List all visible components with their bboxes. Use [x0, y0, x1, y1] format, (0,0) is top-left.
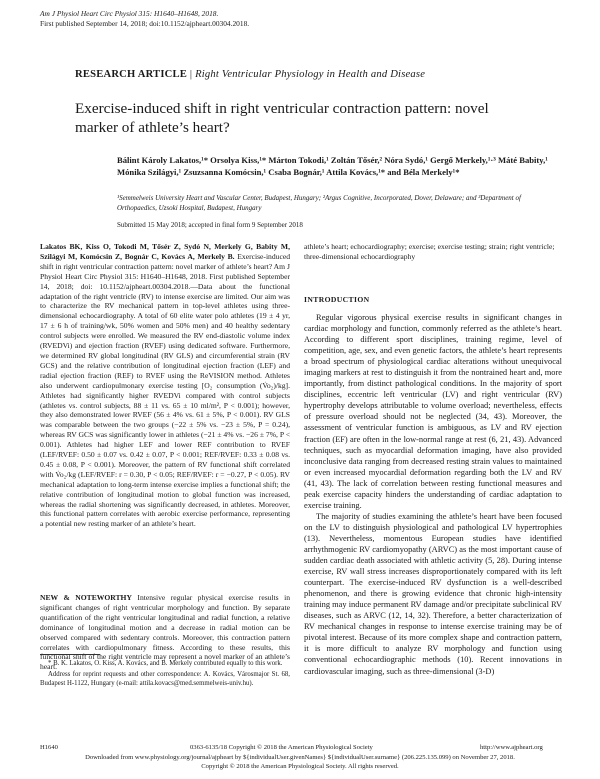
footnote-equal-contribution: * B. K. Lakatos, O. Kiss, A. Kovács, and B. Merkely contributed equally to this work.: [48, 660, 283, 667]
new-noteworthy-text: Intensive regular physical exercise results in significant changes of right ventricular morphology and function. By separate quantification of the right ventricular longitudinal and radial function, a relative dominance of longitudinal motion and a decrease in radial motion can be observed compared with sedentary controls. Moreover, this contraction pattern correlates with cardiopulmonary fitness. According to these results, this functional shift of the right ventricle may represent a novel marker of an athlete’s heart.: [40, 593, 290, 672]
article-title: Exercise-induced shift in right ventricular contraction pattern: novel marker of athlete’s heart?: [75, 100, 489, 136]
introduction-body: [304, 312, 562, 677]
introduction-heading: INTRODUCTION: [304, 295, 370, 304]
article-type: RESEARCH ARTICLE: [75, 69, 188, 80]
abstract-lead: Lakatos BK, Kiss O, Tokodi M, Tősér Z, Sydó N, Merkely G, Babity M, Szilágyi M, Komócsin Z, Bognár C, Kovács A, Merkely B.: [40, 242, 290, 261]
journal-citation: Am J Physiol Heart Circ Physiol 315: H1640–H1648, 2018.: [40, 9, 219, 18]
abstract-text: Exercise-induced shift in right ventricular contraction pattern: novel marker of athlete’s heart? Am J Physiol Heart Circ Physiol 315: H1640–H1648, 2018. First published September 14, 2018; doi: 10.1152/ajpheart.00304.2018.—Data about the functional adaptation of the right ventricle (RV) to intense exercise are limited. Our aim was to characterize the RV mechanical pattern in top-level athletes using three-dimensional echocardiography. A total of 60 elite water polo athletes (19 ± 4 yr, 17 ± 6 h of training/wk, 50% women and 50% men) and 40 healthy sedentary control subjects were enrolled. We measured the RV end-diastolic volume index (RVEDVi) and ejection fraction (RVEF) using dedicated software. Furthermore, we determined RV global longitudinal (RV GLS) and circumferential strain (RV GCS) and the relative contribution of longitudinal ejection fraction (LEF) and radial ejection fraction (REF) to RVEF using the ReVISION method. Athletes also underwent cardiopulmonary exercise testing [O₂ consumption (V̇o₂)/kg]. Athletes had significantly higher RVEDVi compared with control subjects (athletes vs. control subjects, 88 ± 11 vs. 65 ± 10 ml/m², P < 0.001); however, they also demonstrated lower RVEF (56 ± 4% vs. 61 ± 5%, P < 0.001). RV GLS was comparable between the two groups (−22 ± 5% vs. −23 ± 5%, P = 0.24), whereas RV GCS was significantly lower in athletes (−21 ± 4% vs. −26 ± 7%, P < 0.001). Athletes had higher LEF and lower REF contribution to RVEF (LEF/RVEF: 0.50 ± 0.07 vs. 0.42 ± 0.07, P < 0.001; REF/RVEF: 0.33 ± 0.08 vs. 0.45 ± 0.08, P < 0.001). Moreover, the pattern of RV functional shift correlated with V̇o₂/kg (LEF/RVEF: r = 0.30, P < 0.05; REF/RVEF: r = −0.27, P < 0.05). RV mechanical adaptation to long-term intense exercise implies a functional shift; the relative contribution of longitudinal motion to global function was increased, whereas the radial shortening was significantly decreased, in athletes. Moreover, this functional pattern correlates with aerobic exercise performance, representing a potential new resting marker of an athlete’s heart.: [40, 251, 290, 529]
journal-url[interactable]: http://www.ajpheart.org: [480, 744, 543, 751]
download-notice: [40, 754, 560, 771]
issn-copyright: 0363-6135/18 Copyright © 2018 the American Physiological Society: [190, 744, 373, 751]
footnote-divider: [40, 654, 100, 655]
published-info: First published September 14, 2018; doi:10.1152/ajpheart.00304.2018.: [40, 19, 250, 28]
abstract: [40, 242, 290, 529]
section-category: Right Ventricular Physiology in Health and Disease: [195, 69, 426, 80]
keywords: athlete’s heart; echocardiography; exercise; exercise testing; strain; right ventricle; three-dimensional echocardiography: [304, 242, 555, 261]
affiliations: ¹Semmelweis University Heart and Vascular Center, Budapest, Hungary; ²Argus Cognitive, Incorporated, Dover, Delaware; and ³Department of Orthopaedics, Uzsoki Hospital, Budapest, Hungary: [117, 194, 521, 212]
intro-paragraph: The majority of studies examining the athlete’s heart have been focused on the LV to distinguish physiological and pathological LV hypertrophies (13). Nevertheless, momentous European studies have identified arrhythmogenic RV cardiomyopathy (ARVC) as the most important cause of sudden cardiac death associated with athletic activity (5, 28). During intense exercise, RV wall stress increases disproportionately compared with its left counterpart. The exercise-induced RV dysfunction is a well-described phenomenon, and there is growing evidence that chronic high-intensity training may induce permanent RV damage and/or precipitate subclinical RV diseases, such as ARVC (12, 14, 32). Therefore, a better characterization of RV mechanical changes in response to intense exercise training may be of pivotal interest. Because of its more complex shape and contraction pattern, it is more difficult to analyze RV morphology and function using conventional echocardiographic methods (10). Recent innovations in cardiovascular imaging, such as three-dimensional (3-D): [304, 511, 562, 676]
new-noteworthy-label: NEW & NOTEWORTHY: [40, 593, 132, 602]
author-list: Bálint Károly Lakatos,¹* Orsolya Kiss,¹* Márton Tokodi,¹ Zoltán Tősér,² Nóra Sydó,¹ Gergő Merkely,¹·³ Máté Babity,¹ Mónika Szilágyi,¹ Zsuzsanna Komócsin,¹ Csaba Bognár,¹ Attila Kovács,¹* and Béla Merkely¹*: [117, 155, 548, 177]
footnotes: [40, 659, 290, 690]
footnote-correspondence: Address for reprint requests and other correspondence: A. Kovács, Városmajor St. 68, Budapest H-1122, Hungary (e-mail: attila.kovacs@med.semmelweis-univ.hu).: [40, 671, 290, 687]
intro-paragraph: Regular vigorous physical exercise results in significant changes in cardiac morphology and function, commonly referred as the athlete’s heart. According to different sport disciplines, training regime, level of competition, age, sex, and even genetic factors, the athlete’s heart represents a broad spectrum of physiological cardiac alterations without unequivocal imaging markers at rest to distinguish it from the nontrained heart and, more importantly, from distinct pathological conditions. In the majority of sport disciplines, eccentric left ventricular (LV) and right ventricular (RV) hypertrophy develops attributable to volume overload; nevertheless, effects of pressure overload should not be neglected (34, 43). Moreover, the assessment of ventricular function is ambiguous, as LV and RV ejection fraction (EF) are often in the low-normal range at rest (6, 21, 43). Advanced techniques, such as myocardial deformation imaging, have also provided inconclusive data ranging from decreased resting strain values to maintained or even increased myocardial deformation regarding both the LV and RV (41, 43). The lack of correlation between resting functional measures and peak exercise capacity hinders the understanding of cardiac adaptation to exercise training.: [304, 313, 562, 510]
section-heading: [75, 69, 425, 80]
page-number: H1640: [40, 744, 58, 751]
copyright-line: Copyright © 2018 the American Physiological Society. All rights reserved.: [201, 762, 399, 770]
submission-dates: Submitted 15 May 2018; accepted in final form 9 September 2018: [117, 221, 303, 229]
download-line: Downloaded from www.physiology.org/journal/ajpheart by ${individualUser.givenNames} ${individualUser.surname} (206.225.135.099) on November 27, 2018.: [85, 754, 515, 761]
section-separator: |: [187, 69, 196, 80]
